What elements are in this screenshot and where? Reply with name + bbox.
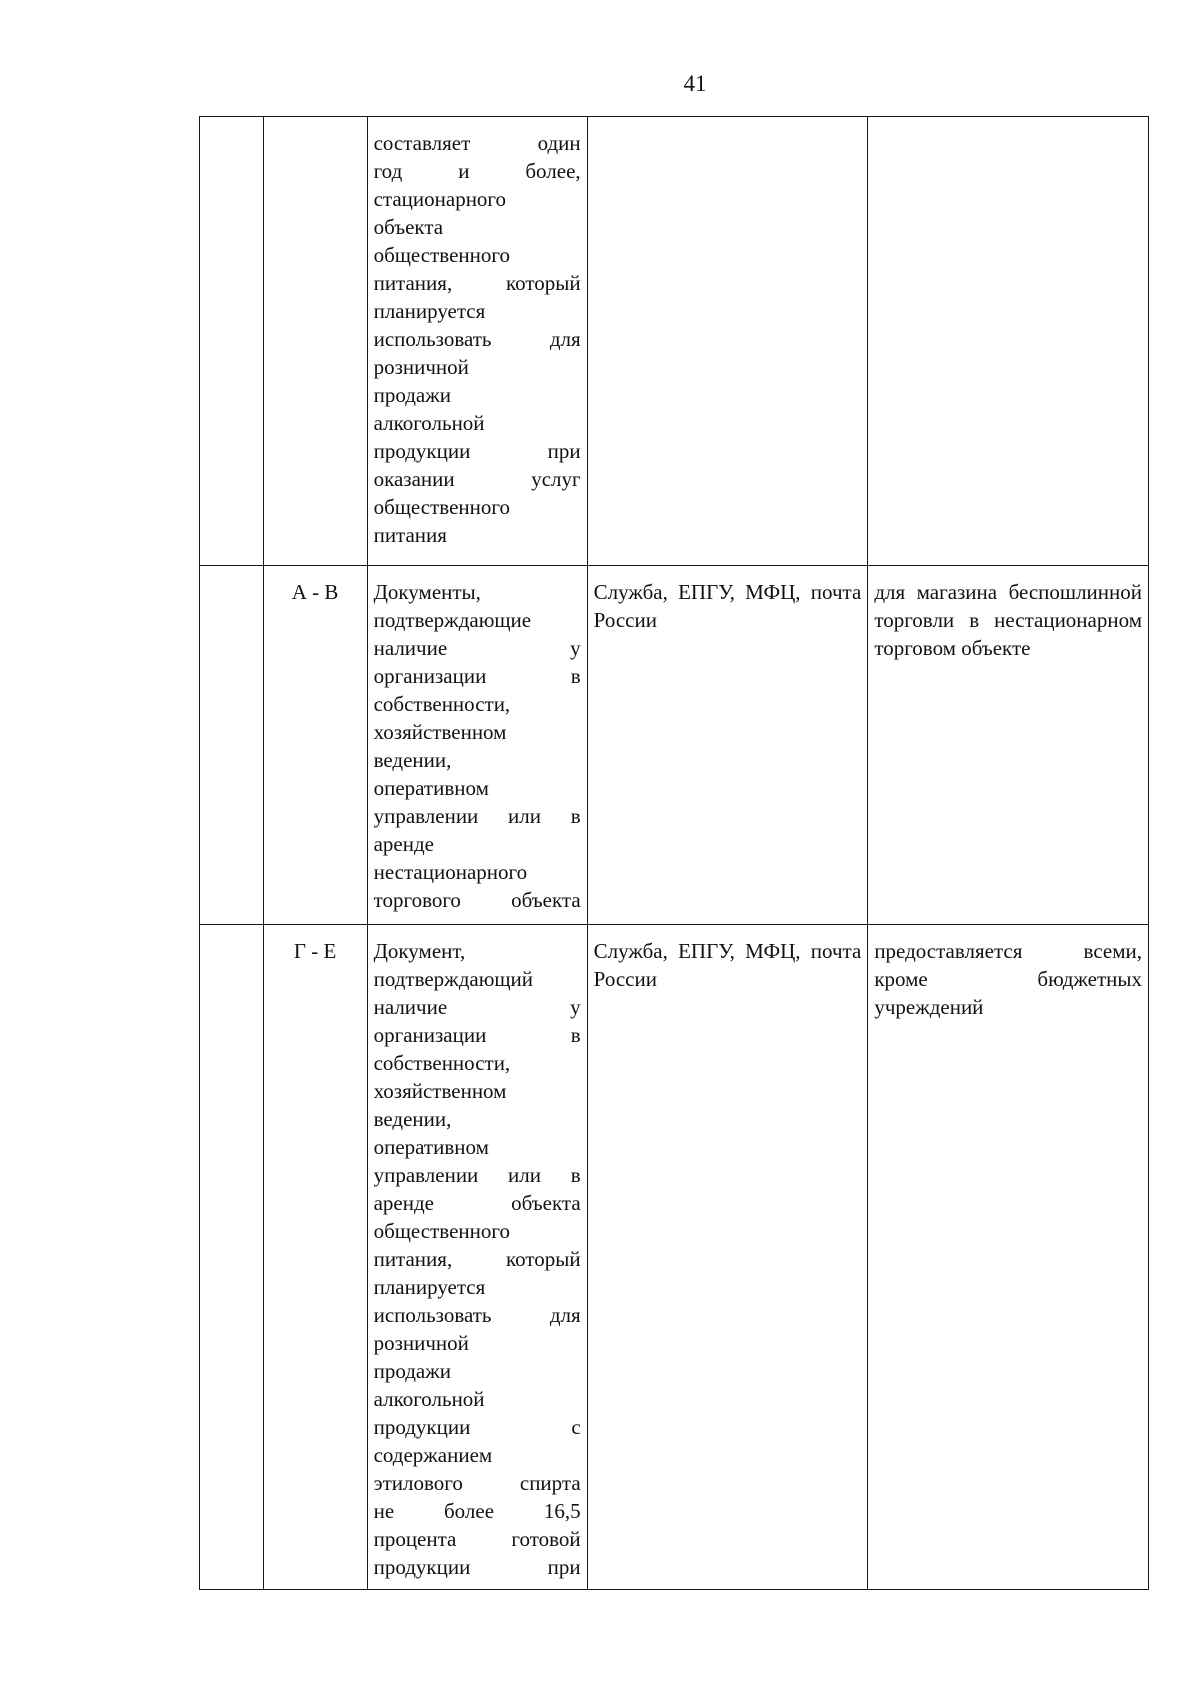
document-word: более — [444, 1499, 495, 1523]
document-word: при — [547, 439, 581, 463]
document-word: один — [537, 131, 581, 155]
document-line — [374, 1469, 581, 1497]
document-word: торгового — [373, 888, 461, 912]
document-line — [374, 1301, 581, 1329]
document-lines — [368, 925, 587, 1589]
document-word: в — [570, 1163, 581, 1187]
code-text: Г - Е — [293, 939, 337, 963]
document-line — [374, 1189, 581, 1217]
document-line — [374, 269, 581, 297]
document-line: Документ, — [373, 939, 466, 963]
document-line: ведении, — [373, 1107, 452, 1131]
document-word: управлении — [373, 1163, 479, 1187]
document-word: использовать — [373, 327, 492, 351]
code-text — [264, 117, 367, 137]
document-line — [374, 634, 581, 662]
submission-cell — [587, 925, 868, 1590]
page-number: 41 — [683, 71, 707, 96]
document-word: или — [508, 1163, 541, 1187]
document-line: планируется — [373, 299, 486, 323]
document-line: стационарного — [373, 187, 507, 211]
document-word: 16,5 — [543, 1499, 581, 1523]
document-word: питания, — [373, 271, 453, 295]
document-line — [374, 886, 581, 914]
document-cell — [367, 925, 587, 1590]
note-cell — [868, 566, 1149, 925]
document-line: розничной — [373, 355, 469, 379]
document-line: подтверждающие — [373, 608, 532, 632]
code-cell — [263, 925, 367, 1590]
document-word: или — [508, 804, 541, 828]
document-word: процента — [373, 1527, 457, 1551]
document-word: этилового — [373, 1471, 463, 1495]
document-word: продукции — [373, 1415, 471, 1439]
document-word: аренде — [373, 1191, 434, 1215]
document-line: ведении, — [373, 748, 452, 772]
note-text — [868, 117, 1148, 137]
document-line: собственности, — [373, 1051, 511, 1075]
document-word: управлении — [373, 804, 479, 828]
submission-text: Служба, ЕПГУ, МФЦ, почта России — [593, 580, 862, 632]
document-line — [374, 465, 581, 493]
document-word: более, — [525, 159, 581, 183]
document-word: который — [506, 1247, 581, 1271]
document-word: при — [547, 1555, 581, 1579]
document-line: подтверждающий — [373, 967, 534, 991]
document-line — [374, 1525, 581, 1553]
document-line — [374, 437, 581, 465]
index-cell — [200, 925, 264, 1590]
document-word: который — [506, 271, 581, 295]
document-line: собственности, — [373, 692, 511, 716]
index-cell — [200, 566, 264, 925]
code-cell — [263, 117, 367, 566]
note-text: для магазина беспошлинной торговли в нестационарном торговом объекте — [874, 580, 1142, 660]
document-word: организации — [373, 664, 487, 688]
submission-cell — [587, 566, 868, 925]
document-word: для — [549, 327, 581, 351]
document-word: оказании — [373, 467, 455, 491]
document-cell — [367, 566, 587, 925]
document-word: питания, — [373, 1247, 453, 1271]
document-line: розничной — [373, 1331, 469, 1355]
submission-cell — [587, 117, 868, 566]
table-row — [200, 117, 1149, 566]
document-word: наличие — [373, 995, 448, 1019]
document-line — [374, 129, 581, 157]
document-line: объекта — [373, 215, 444, 239]
document-line — [374, 325, 581, 353]
document-word: составляет — [373, 131, 471, 155]
document-line — [374, 157, 581, 185]
document-line: продажи — [373, 1359, 451, 1383]
code-cell — [263, 566, 367, 925]
document-line: продажи — [373, 383, 451, 407]
document-word: у — [570, 636, 581, 660]
document-line: общественного — [373, 495, 510, 519]
document-line: оперативном — [373, 1135, 489, 1159]
document-line — [374, 1553, 581, 1581]
table-row — [200, 566, 1149, 925]
document-line: хозяйственном — [373, 720, 507, 744]
document-line — [374, 1497, 581, 1525]
document-word: использовать — [373, 1303, 492, 1327]
document-word: спирта — [519, 1471, 581, 1495]
document-word: и — [458, 159, 470, 183]
document-line: питания — [373, 523, 447, 547]
document-word: готовой — [511, 1527, 581, 1551]
document-line — [374, 1161, 581, 1189]
document-word: организации — [373, 1023, 487, 1047]
document-word: в — [570, 804, 581, 828]
document-line: алкогольной — [373, 411, 485, 435]
document-line — [374, 1413, 581, 1441]
document-word: у — [570, 995, 581, 1019]
document-line: аренде — [373, 832, 434, 856]
document-line: общественного — [373, 243, 510, 267]
document-word: в — [570, 1023, 581, 1047]
document-word: объекта — [511, 888, 581, 912]
document-line: общественного — [373, 1219, 510, 1243]
document-word: услуг — [531, 467, 581, 491]
document-line — [374, 993, 581, 1021]
note-text: предоставляется всеми, кроме бюджетных учреждений — [874, 939, 1142, 1019]
document-word: продукции — [373, 1555, 471, 1579]
document-line — [374, 1021, 581, 1049]
document-word: год — [373, 159, 403, 183]
document-line — [374, 662, 581, 690]
document-line: планируется — [373, 1275, 486, 1299]
document-line: Документы, — [373, 580, 481, 604]
document-cell — [367, 117, 587, 566]
document-word: с — [571, 1415, 581, 1439]
document-word: в — [570, 664, 581, 688]
document-word: продукции — [373, 439, 471, 463]
document-word: объекта — [511, 1191, 581, 1215]
document-line — [374, 1245, 581, 1273]
index-cell — [200, 117, 264, 566]
document-lines — [368, 566, 587, 922]
note-cell — [868, 925, 1149, 1590]
document-lines — [368, 117, 587, 557]
requirements-table — [199, 116, 1149, 1590]
document-line: содержанием — [373, 1443, 493, 1467]
document-word: наличие — [373, 636, 448, 660]
document-word: для — [549, 1303, 581, 1327]
document-word: не — [373, 1499, 395, 1523]
document-line — [374, 802, 581, 830]
submission-text — [588, 117, 868, 137]
table-row — [200, 925, 1149, 1590]
document-line: хозяйственном — [373, 1079, 507, 1103]
note-cell — [868, 117, 1149, 566]
code-text: А - В — [291, 580, 339, 604]
document-line: алкогольной — [373, 1387, 485, 1411]
submission-text: Служба, ЕПГУ, МФЦ, почта России — [593, 939, 862, 991]
document-line: нестационарного — [373, 860, 528, 884]
document-line: оперативном — [373, 776, 489, 800]
